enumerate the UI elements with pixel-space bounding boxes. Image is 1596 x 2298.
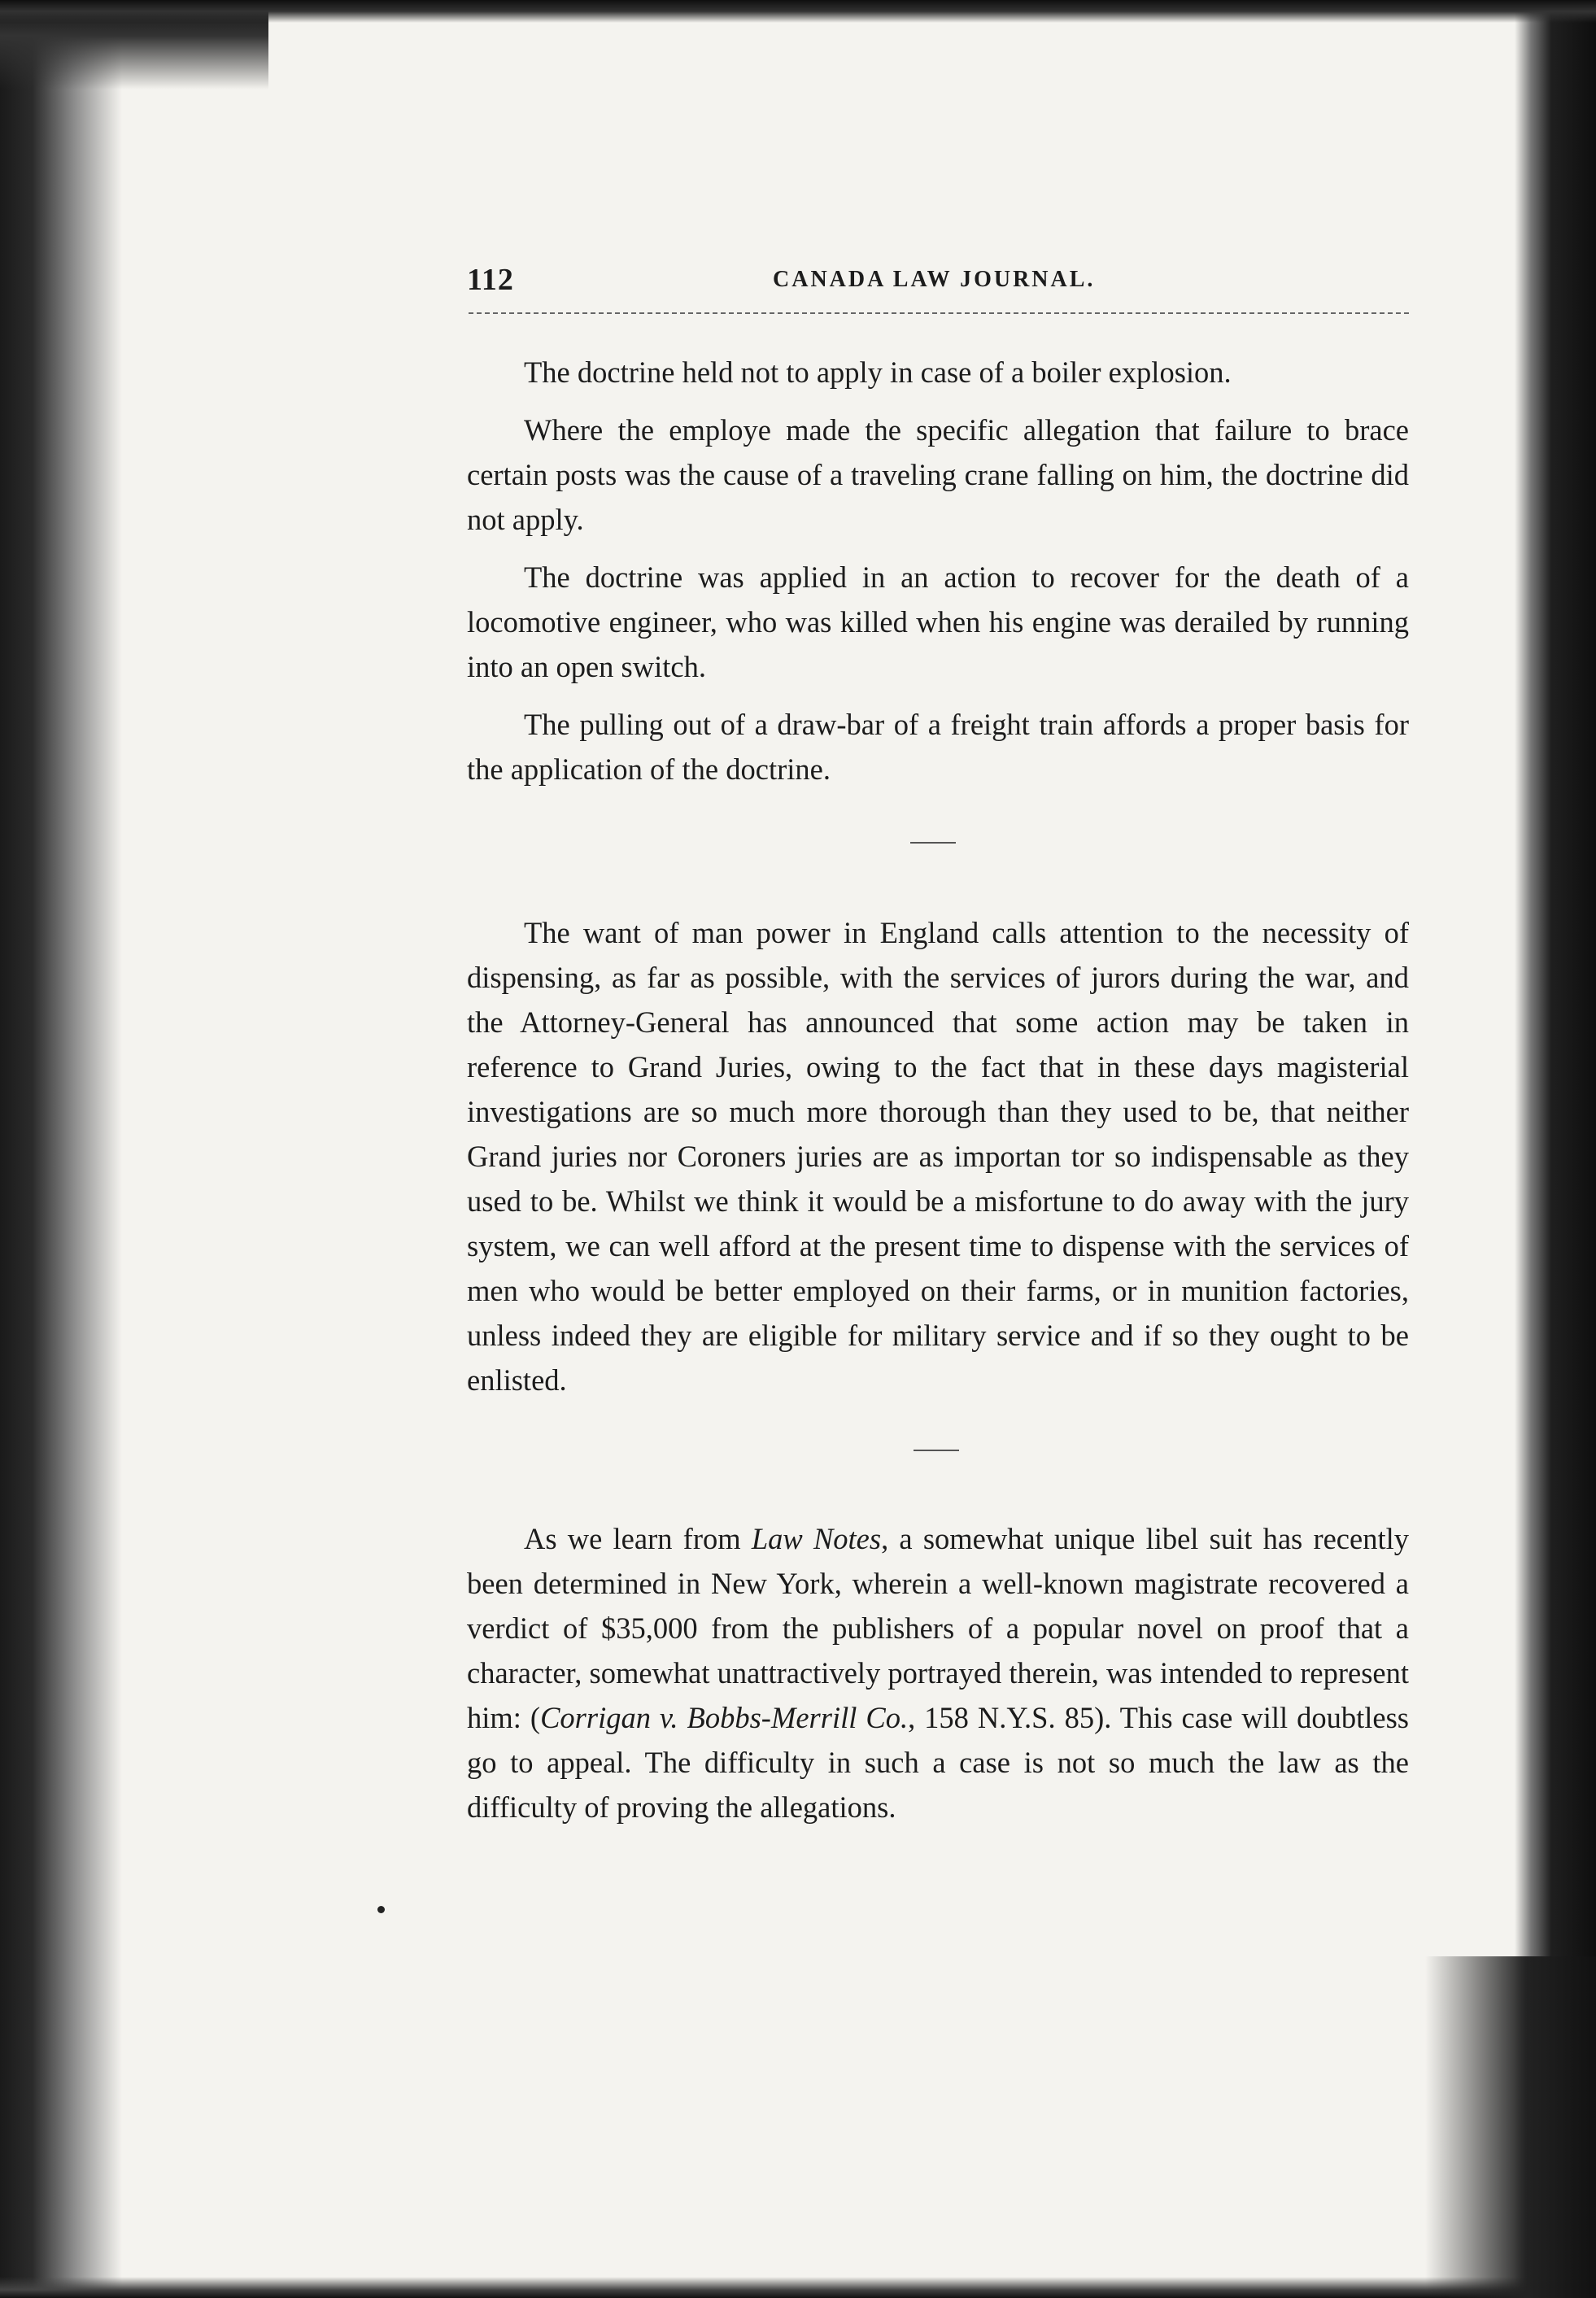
case-citation: Corrigan v. Bobbs-Merrill Co. [540,1701,909,1734]
journal-page [467,262,1409,1842]
libel-suit-section [467,1516,1409,1829]
scan-edge-left [0,0,122,2298]
paragraph [467,1516,1409,1829]
stray-ink-mark [377,1906,385,1913]
paragraph: Where the employe made the specific allegation that failure to brace certain posts was the cause of a traveling crane falling on him, the doctrine did not apply. [467,413,1409,536]
running-head [467,262,1409,304]
man-power-jurors-section [467,910,1409,1402]
section-separator [910,842,956,844]
scan-edge-bottom-right [1425,1956,1596,2298]
text-run: , a somewhat unique libel suit has recently been determined in New York, wherein a well-known magistrate recovered a verdict of $35,000 from the publishers of a popular novel on proof that a character, somewhat unattractively portrayed therein, was intended to represent him: ( [467,1522,1409,1734]
paragraph: The pulling out of a draw-bar of a freight train affords a proper basis for the application of the doctrine. [467,708,1409,786]
doctrine-notes-section [467,350,1409,791]
text-run: , 158 N.Y.S. 85). This case will doubtless go to appeal. The difficulty in such a case is not so much the law as the difficulty of proving the allegations. [467,1701,1409,1824]
paragraph: The want of man power in England calls attention to the necessity of dispensing, as far as possible, with the services of jurors during the war, and the Attorney-General has announced that some action may be taken in reference to Grand Juries, owing to the fact that in these days magisterial investigations are so much more thorough than they used to be, that neither Grand juries nor Coroners juries are as importan tor so indispensable as they used to be. Whilst we think it would be a misfortune to do away with the jury system, we can well afford at the present time to dispense with the services of men who would be better employed on their farms, or in munition factories, unless indeed they are eligible for military service and if so they ought to be enlisted. [467,916,1409,1397]
scan-edge-top [0,0,1596,23]
paragraph: The doctrine held not to apply in case of a boiler explosion. [524,355,1232,389]
journal-title: CANADA LAW JOURNAL. [773,267,1096,292]
section-separator [914,1450,959,1451]
source-title: Law Notes [751,1522,882,1555]
scan-edge-bottom [0,2277,1596,2298]
page-number: 112 [467,263,514,297]
paragraph: The doctrine was applied in an action to recover for the death of a locomotive engineer, who was killed when his engine was derailed by running into an open switch. [467,560,1409,683]
article-body [467,350,1409,1829]
scan-edge-right [1515,0,1596,2298]
header-rule [469,312,1409,314]
text-run: As we learn from [524,1522,752,1555]
